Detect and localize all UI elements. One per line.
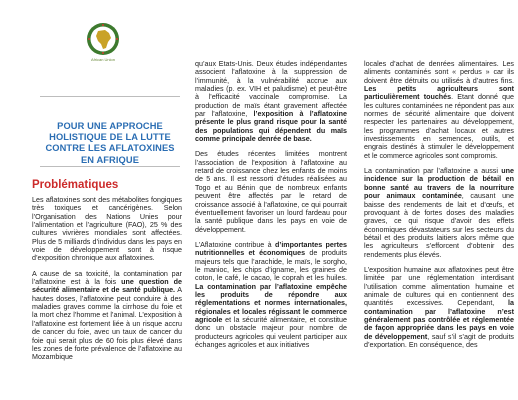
text-column-2 <box>195 60 347 356</box>
title-line-4: EN AFRIQUE <box>81 154 139 165</box>
paragraph <box>32 270 182 362</box>
text: qu’aux Etats-Unis. Deux études indépendantes associent l’aflatoxine à la suppression de l’immunité, à la vulnérabilité accrue aux maladies (p. ex. VIH et paludisme) et peut-être à l’efficacité vaccinale compromise. La production de maïs étant gravement affectée par l’aflatoxine, <box>195 60 347 119</box>
african-union-logo <box>86 22 120 56</box>
text: . Etant donné que les cultures contaminées ne répondent pas aux normes de sécurité alimentaire que doivent respecter les partenaires au développement, les programmes d’achat locaux et autres investissements en semences, outils, et engrais destinés à stimuler le développement et le commerce agricoles sont compromis. <box>364 93 514 160</box>
text: A cause de sa toxicité, la contamination par l’aflatoxine est à la fois <box>32 269 182 287</box>
title-line-2: HOLISTIQUE DE LA LUTTE <box>49 132 171 143</box>
logo-caption: African Union <box>90 57 115 62</box>
paragraph <box>32 196 182 263</box>
text-column-3 <box>364 60 514 356</box>
title-line-1: POUR UNE APPROCHE <box>57 121 163 131</box>
emphasis: Les petits agriculteurs sont particulièrement touchés <box>364 85 514 102</box>
paragraph <box>364 167 514 259</box>
title-line-3: CONTRE LES AFLATOXINES <box>45 143 175 154</box>
emphasis: d’importantes pertes nutritionnelles et économiques <box>195 240 347 258</box>
text: L’Aflatoxine contribue à <box>195 240 275 249</box>
paragraph <box>364 266 514 349</box>
paragraph <box>195 150 347 233</box>
title-bottom-rule <box>40 166 180 167</box>
text: , sauf s’il s’agit de produits d’exportation. En conséquence, des <box>364 332 514 349</box>
text: et la sécurité alimentaire, et constitue donc un obstacle majeur pour nombre de producteurs agricoles qui veulent participer aux échanges agricoles et aux initiatives <box>195 315 347 349</box>
paragraph <box>195 60 347 143</box>
emphasis: une incidence sur la production de bétail en bonne santé au travers de la nourriture pour animaux contaminée <box>364 167 514 201</box>
emphasis: l’exposition à l’aflatoxine présente le plus grand risque pour la santé des populations qui dépendent du maïs comme principale denrée de base. <box>195 110 347 144</box>
document-title <box>44 121 176 166</box>
text-column-1 <box>32 196 182 369</box>
text: Les aflatoxines sont des métabolites fongiques très toxiques et cancérigènes. Selon l’Organisation des Nations Unies pour l’alimentation et l’agriculture (FAO), 25 % des cultures vivrières mondiales sont affectées. Plus de 5 milliards d’individus dans les pays en voie de développement sont à risque d’exposition chronique aux aflatoxines. <box>32 196 182 263</box>
paragraph <box>364 60 514 160</box>
text: , causant une baisse des rendements de lait et d’œufs, et provoquant à de fortes doses des maladies graves, ce qui risque d’avoir des effets économiques dévastateurs sur les secteurs du bétail et des produits laitiers alors même que les agriculteurs s’efforcent d’obtenir des rendements plus élevés. <box>364 192 514 259</box>
text: La contamination par l’aflatoxine a aussi <box>364 167 502 176</box>
text: de produits majeurs tels que l’arachide, le maïs, le sorgho, le manioc, les chips d’igname, les graines de coton, le café, le cacao, le coprah et les huiles. <box>195 249 347 283</box>
text: locales d’achat de denrées alimentaires. Les aliments contaminés sont « perdus » car ils doivent être détruits ou utilisés à d’autres fins. <box>364 60 514 85</box>
emphasis: la contamination par l’aflatoxine n’est généralement pas contrôlée et réglementée de façon appropriée dans les pays en voie de développement <box>364 299 514 341</box>
title-top-rule <box>40 96 180 97</box>
text: L’exposition humaine aux aflatoxines peut être limitée par une réglementation interdisant l’utilisation comme alimentation humaine et animale de cultures qui en contiennent des quantités excessives. Cependant, <box>364 265 514 308</box>
text: Des études récentes limitées montrent l’association de l’exposition à l’aflatoxine au retard de croissance chez les enfants de moins de 5 ans. Il est ressorti d’études réalisées au Togo et au Bénin que de nombreux enfants peuvent être affectés par le retard de croissance associé à l’aflatoxine, ce qui pourrait éventuellement favoriser un lourd fardeau pour la santé publique dans les pays en voie de développement. <box>195 150 347 234</box>
text: A hautes doses, l’aflatoxine peut conduire à des maladies graves comme la cirrhose du foie et la mort chez l’homme et l’animal. L’exposition à l’aflatoxine est fortement liée à un risque accru de cancer du foie, avec un taux de cancer du foie qui serait plus de 60 fois plus élevé dans les zones de forte prévalence de l’aflatoxine au Mozambique <box>32 286 182 362</box>
section-heading-problematiques: Problématiques <box>32 179 119 191</box>
emphasis: une question de sécurité alimentaire et de santé publique. <box>32 278 183 295</box>
paragraph <box>195 241 347 349</box>
emphasis: La contamination par l’aflatoxine empêche les produits de répondre aux réglementations et normes internationales, régionales et locales régissant le commerce agricole <box>195 282 347 324</box>
